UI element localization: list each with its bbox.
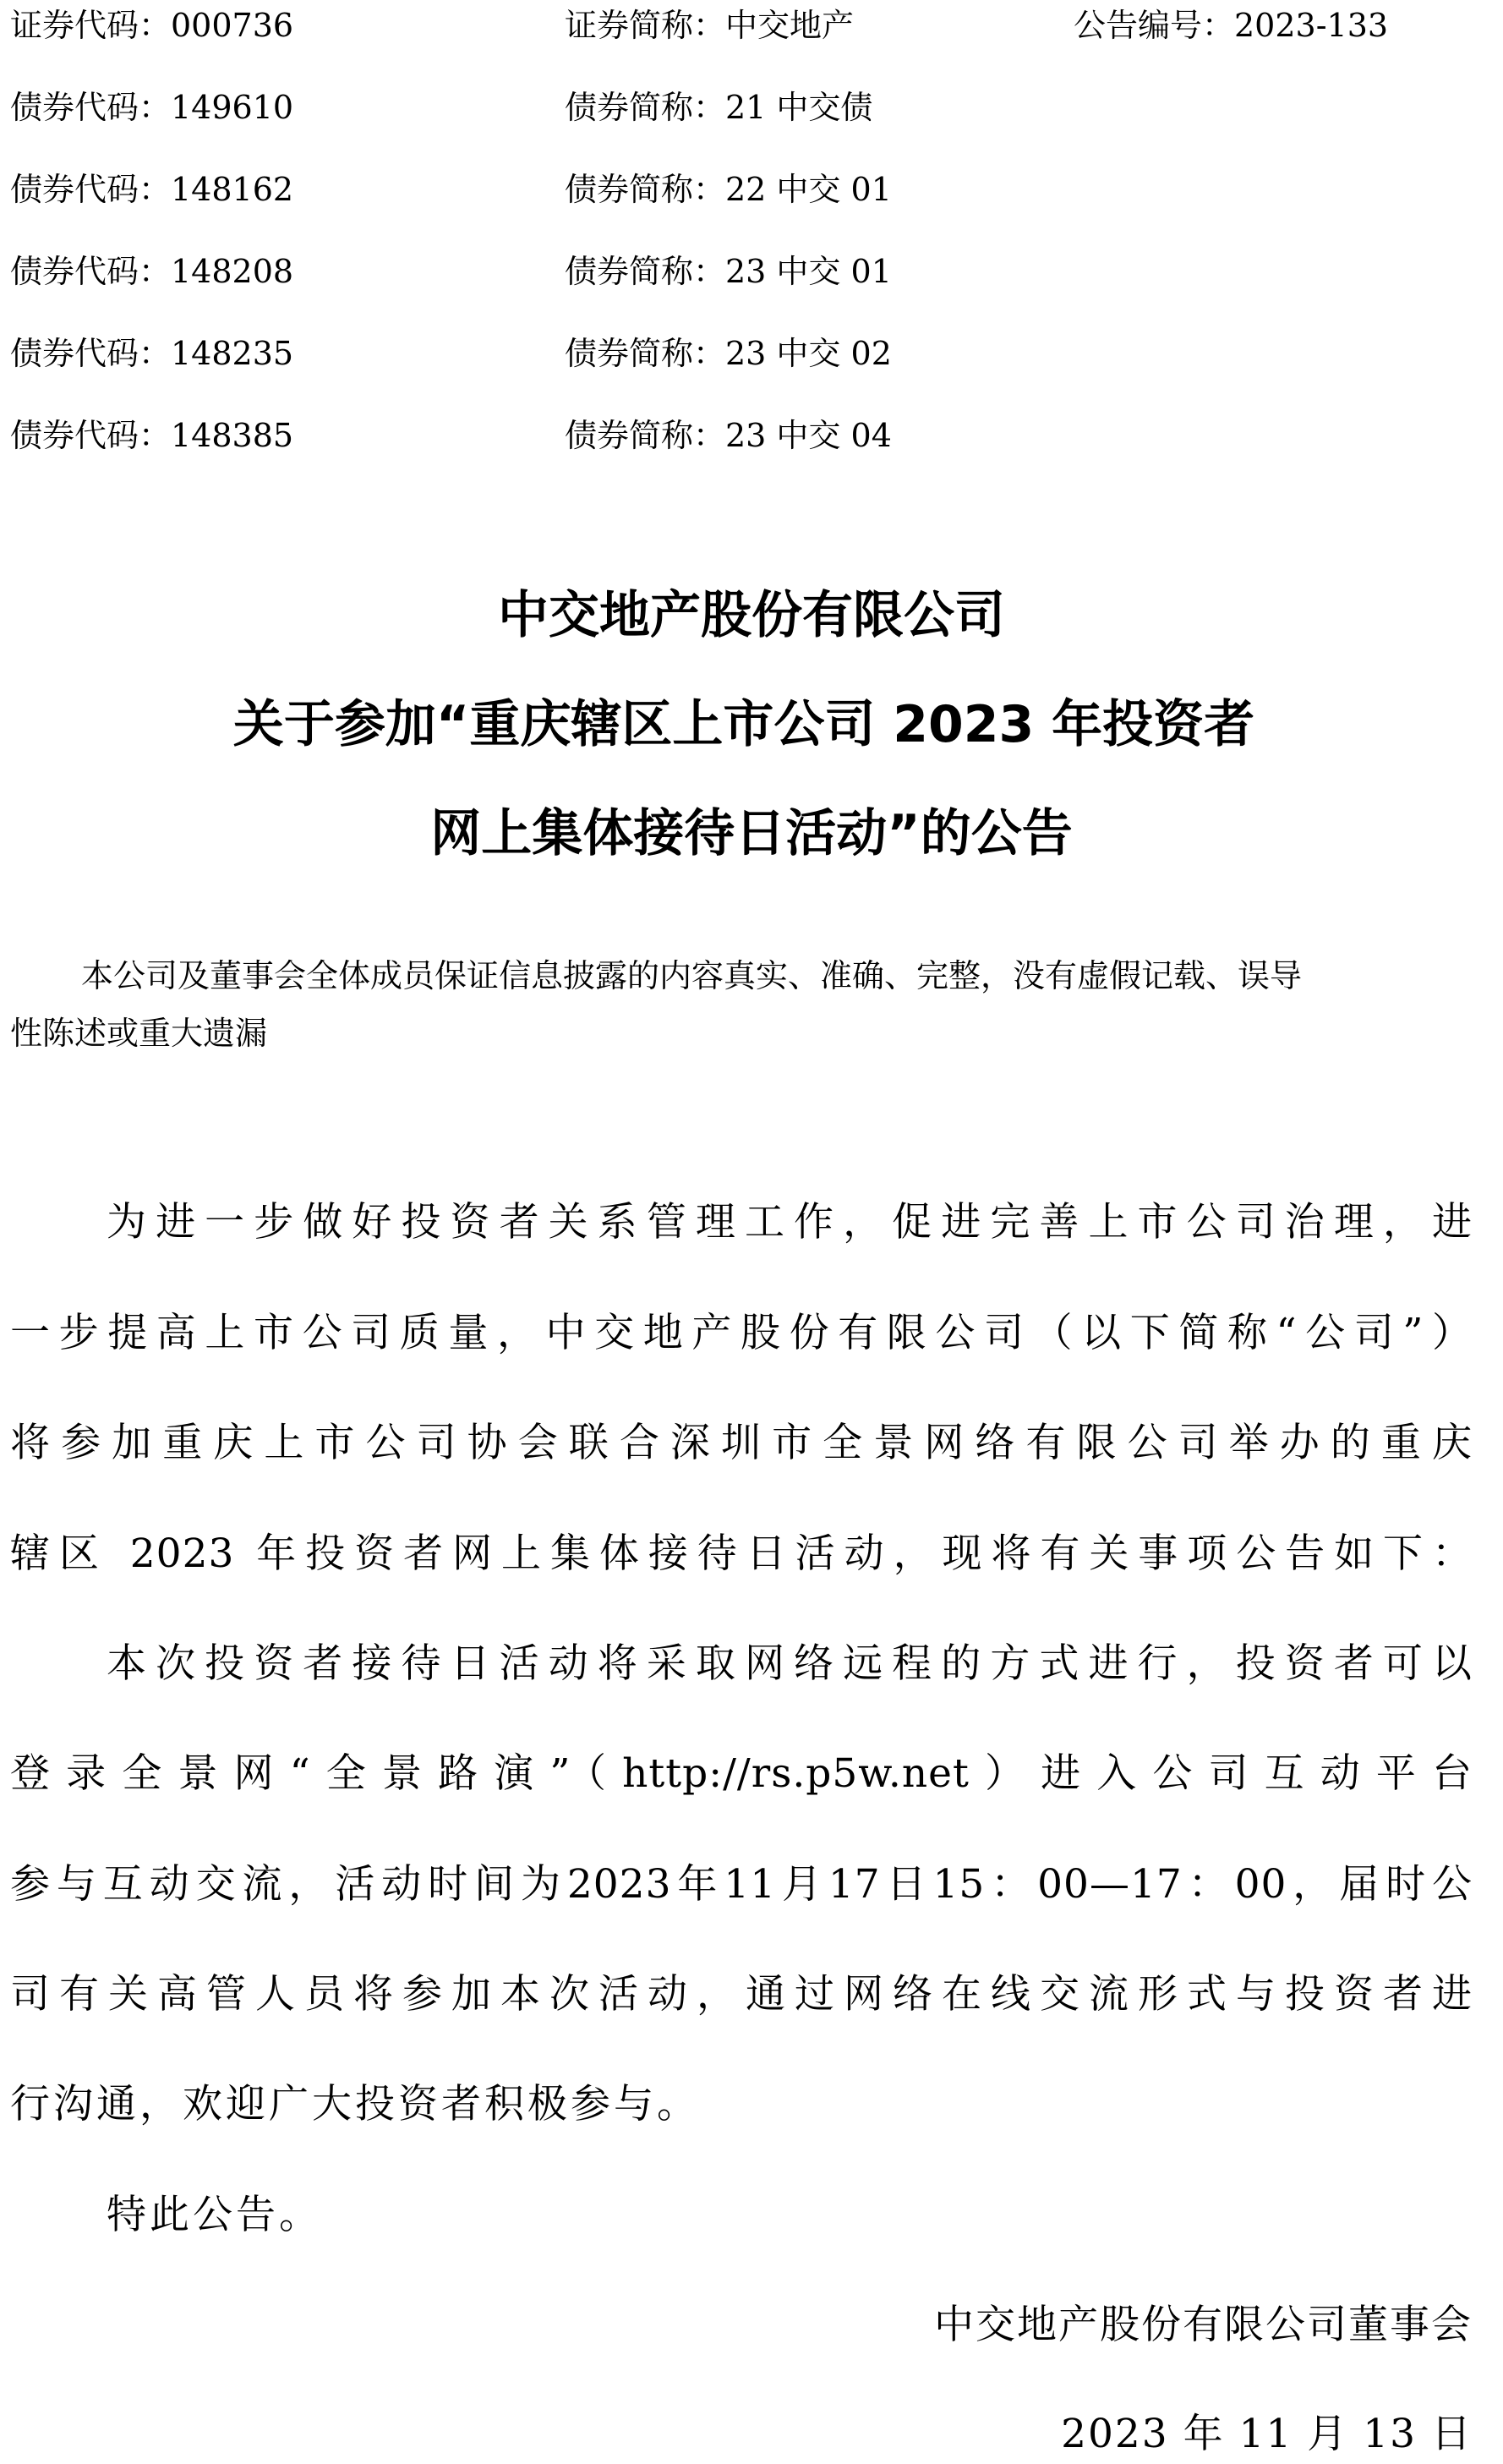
body-line: 一步提高上市公司质量，中交地产股份有限公司（以下简称“公司”） (10, 1310, 1473, 1356)
body-line: 司有关高管人员将参加本次活动，通过网络在线交流形式与投资者进 (10, 1971, 1473, 2018)
body-line: 参与互动交流，活动时间为2023年11月17日15：00—17：00，届时公 (10, 1861, 1473, 1908)
bond-code: 债券代码：148208 (10, 253, 294, 290)
bond-code: 债券代码：149610 (10, 89, 294, 126)
title-subject-cont: 网上集体接待日活动”的公告 (430, 804, 1073, 863)
body-line: 辖区 2023 年投资者网上集体接待日活动，现将有关事项公告如下： (10, 1530, 1473, 1577)
disclaimer-line: 性陈述或重大遗漏 (10, 1015, 268, 1052)
bond-name: 债券简称：22 中交 01 (565, 171, 892, 208)
closing-text: 特此公告。 (107, 2192, 322, 2238)
bond-code: 债券代码：148385 (10, 417, 294, 454)
title-subject: 关于参加“重庆辖区上市公司 2023 年投资者 (232, 695, 1255, 754)
disclaimer-line: 本公司及董事会全体成员保证信息披露的内容真实、准确、完整，没有虚假记载、误导 (81, 957, 1303, 994)
body-line: 为进一步做好投资者关系管理工作，促进完善上市公司治理，进 (107, 1199, 1473, 1246)
body-line: 本次投资者接待日活动将采取网络远程的方式进行，投资者可以 (107, 1640, 1473, 1687)
bond-name: 债券简称：23 中交 01 (565, 253, 892, 290)
signature-org: 中交地产股份有限公司董事会 (934, 2302, 1473, 2348)
signature-date: 2023 年 11 月 13 日 (1061, 2411, 1473, 2457)
bond-name: 债券简称：23 中交 02 (565, 335, 892, 372)
body-line: 登录全景网“全景路演”（http://rs.p5w.net）进入公司互动平台 (10, 1750, 1473, 1797)
bond-name: 债券简称：21 中交债 (565, 89, 873, 126)
body-line: 行沟通，欢迎广大投资者积极参与。 (10, 2081, 700, 2127)
body-line: 将参加重庆上市公司协会联合深圳市全景网络有限公司举办的重庆 (10, 1420, 1473, 1466)
stock-name: 证券简称：中交地产 (565, 7, 855, 44)
stock-code: 证券代码：000736 (10, 7, 294, 44)
notice-number: 公告编号：2023-133 (1074, 7, 1389, 44)
bond-name: 债券简称：23 中交 04 (565, 417, 892, 454)
title-company: 中交地产股份有限公司 (498, 586, 1005, 645)
bond-code: 债券代码：148235 (10, 335, 294, 372)
bond-code: 债券代码：148162 (10, 171, 294, 208)
